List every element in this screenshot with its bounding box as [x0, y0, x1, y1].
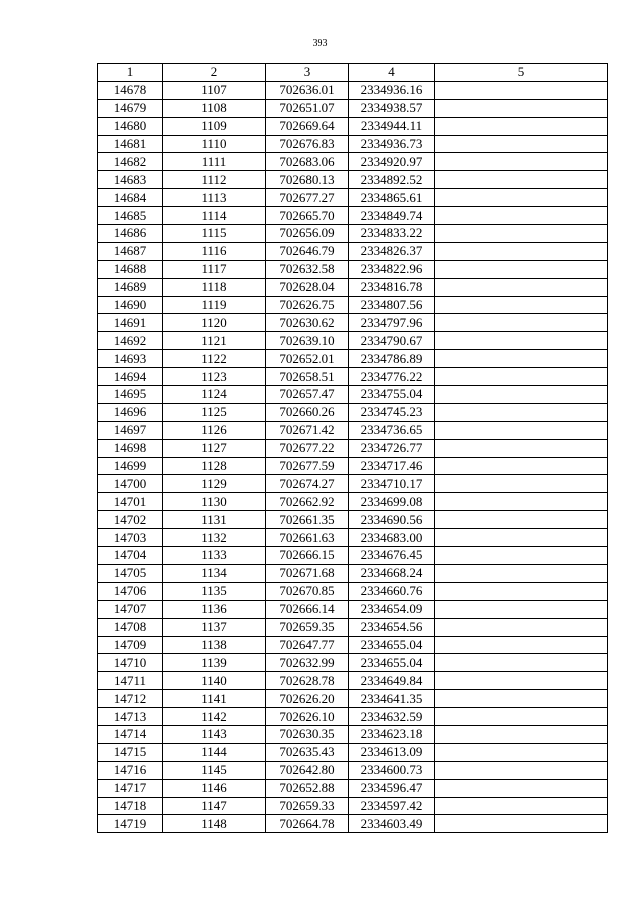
- table-cell-col-4: 2334676.45: [349, 547, 435, 565]
- table-cell-col-5: [435, 350, 608, 368]
- table-cell-col-4: 2334833.22: [349, 225, 435, 243]
- table-cell-col-4: 2334944.11: [349, 117, 435, 135]
- table-cell-col-3: 702652.88: [266, 779, 349, 797]
- table-cell-col-2: 1128: [163, 457, 266, 475]
- table-cell-col-4: 2334655.04: [349, 654, 435, 672]
- table-cell-col-4: 2334745.23: [349, 403, 435, 421]
- column-header-3: 3: [266, 64, 349, 82]
- table-row: [98, 636, 608, 654]
- table-cell-col-2: 1113: [163, 189, 266, 207]
- table-cell-col-5: [435, 278, 608, 296]
- table-cell-col-5: [435, 779, 608, 797]
- table-row: [98, 654, 608, 672]
- table-cell-col-5: [435, 582, 608, 600]
- table-row: [98, 368, 608, 386]
- table-cell-col-2: 1115: [163, 225, 266, 243]
- table-cell-col-1: 14691: [98, 314, 163, 332]
- table-cell-col-5: [435, 618, 608, 636]
- table-cell-col-4: 2334603.49: [349, 815, 435, 833]
- table-cell-col-3: 702666.15: [266, 547, 349, 565]
- table-cell-col-3: 702664.78: [266, 815, 349, 833]
- table-cell-col-2: 1145: [163, 761, 266, 779]
- table-cell-col-1: 14689: [98, 278, 163, 296]
- table-cell-col-1: 14713: [98, 708, 163, 726]
- table-cell-col-2: 1126: [163, 421, 266, 439]
- table-cell-col-1: 14706: [98, 582, 163, 600]
- table-cell-col-5: [435, 475, 608, 493]
- table-cell-col-4: 2334632.59: [349, 708, 435, 726]
- table-cell-col-1: 14698: [98, 439, 163, 457]
- table-row: [98, 797, 608, 815]
- table-cell-col-5: [435, 403, 608, 421]
- table-cell-col-2: 1143: [163, 725, 266, 743]
- page-number: 393: [312, 38, 328, 49]
- table-cell-col-2: 1147: [163, 797, 266, 815]
- table-cell-col-1: 14693: [98, 350, 163, 368]
- table-cell-col-3: 702651.07: [266, 99, 349, 117]
- table-cell-col-2: 1109: [163, 117, 266, 135]
- table-cell-col-3: 702665.70: [266, 207, 349, 225]
- table-cell-col-3: 702674.27: [266, 475, 349, 493]
- table-cell-col-3: 702658.51: [266, 368, 349, 386]
- table-cell-col-2: 1146: [163, 779, 266, 797]
- table-cell-col-1: 14696: [98, 403, 163, 421]
- table-cell-col-3: 702626.10: [266, 708, 349, 726]
- table-cell-col-2: 1129: [163, 475, 266, 493]
- table-cell-col-2: 1108: [163, 99, 266, 117]
- table-cell-col-4: 2334613.09: [349, 743, 435, 761]
- table-cell-col-1: 14690: [98, 296, 163, 314]
- table-cell-col-1: 14714: [98, 725, 163, 743]
- table-cell-col-3: 702657.47: [266, 386, 349, 404]
- table-row: [98, 332, 608, 350]
- table-cell-col-4: 2334938.57: [349, 99, 435, 117]
- table-cell-col-4: 2334597.42: [349, 797, 435, 815]
- table-cell-col-5: [435, 725, 608, 743]
- table-cell-col-4: 2334649.84: [349, 672, 435, 690]
- table-row: [98, 135, 608, 153]
- table-cell-col-2: 1120: [163, 314, 266, 332]
- table-cell-col-5: [435, 368, 608, 386]
- table-row: [98, 314, 608, 332]
- table-cell-col-3: 702669.64: [266, 117, 349, 135]
- table-cell-col-1: 14687: [98, 242, 163, 260]
- table-cell-col-1: 14680: [98, 117, 163, 135]
- table-cell-col-2: 1112: [163, 171, 266, 189]
- column-header-2: 2: [163, 64, 266, 82]
- table-cell-col-2: 1110: [163, 135, 266, 153]
- table-cell-col-2: 1123: [163, 368, 266, 386]
- table-cell-col-3: 702639.10: [266, 332, 349, 350]
- table-cell-col-4: 2334790.67: [349, 332, 435, 350]
- table-cell-col-4: 2334755.04: [349, 386, 435, 404]
- table-cell-col-1: 14682: [98, 153, 163, 171]
- table-cell-col-4: 2334936.16: [349, 81, 435, 99]
- table-cell-col-1: 14695: [98, 386, 163, 404]
- table-cell-col-5: [435, 296, 608, 314]
- table-cell-col-3: 702677.22: [266, 439, 349, 457]
- table-cell-col-1: 14703: [98, 529, 163, 547]
- table-cell-col-4: 2334596.47: [349, 779, 435, 797]
- table-cell-col-1: 14683: [98, 171, 163, 189]
- table-cell-col-4: 2334920.97: [349, 153, 435, 171]
- table-cell-col-1: 14709: [98, 636, 163, 654]
- table-row: [98, 690, 608, 708]
- table-cell-col-1: 14717: [98, 779, 163, 797]
- table-cell-col-4: 2334710.17: [349, 475, 435, 493]
- table-row: [98, 242, 608, 260]
- table-row: [98, 386, 608, 404]
- table-row: [98, 564, 608, 582]
- table-row: [98, 547, 608, 565]
- table-row: [98, 171, 608, 189]
- table-cell-col-3: 702628.78: [266, 672, 349, 690]
- table-cell-col-2: 1135: [163, 582, 266, 600]
- table-cell-col-5: [435, 761, 608, 779]
- table-row: [98, 421, 608, 439]
- table-cell-col-2: 1118: [163, 278, 266, 296]
- table-cell-col-3: 702660.26: [266, 403, 349, 421]
- table-cell-col-2: 1116: [163, 242, 266, 260]
- table-cell-col-3: 702656.09: [266, 225, 349, 243]
- table-row: [98, 153, 608, 171]
- table-cell-col-5: [435, 225, 608, 243]
- table-row: [98, 618, 608, 636]
- table-cell-col-3: 702676.83: [266, 135, 349, 153]
- table-cell-col-1: 14711: [98, 672, 163, 690]
- table-cell-col-5: [435, 529, 608, 547]
- table-row: [98, 457, 608, 475]
- table-row: [98, 511, 608, 529]
- table-cell-col-1: 14710: [98, 654, 163, 672]
- table-cell-col-3: 702666.14: [266, 600, 349, 618]
- table-cell-col-5: [435, 708, 608, 726]
- table-cell-col-2: 1117: [163, 260, 266, 278]
- table-row: [98, 600, 608, 618]
- table-cell-col-2: 1127: [163, 439, 266, 457]
- table-cell-col-1: 14701: [98, 493, 163, 511]
- table-cell-col-5: [435, 99, 608, 117]
- table-cell-col-1: 14700: [98, 475, 163, 493]
- table-cell-col-3: 702635.43: [266, 743, 349, 761]
- table-cell-col-5: [435, 815, 608, 833]
- table-cell-col-5: [435, 260, 608, 278]
- table-cell-col-5: [435, 153, 608, 171]
- table-cell-col-2: 1141: [163, 690, 266, 708]
- table-row: [98, 743, 608, 761]
- table-row: [98, 708, 608, 726]
- table-cell-col-4: 2334600.73: [349, 761, 435, 779]
- table-cell-col-1: 14716: [98, 761, 163, 779]
- table-cell-col-2: 1111: [163, 153, 266, 171]
- table-cell-col-1: 14686: [98, 225, 163, 243]
- table-row: [98, 582, 608, 600]
- table-row: [98, 260, 608, 278]
- table-cell-col-3: 702628.04: [266, 278, 349, 296]
- table-row: [98, 815, 608, 833]
- table-cell-col-5: [435, 421, 608, 439]
- table-cell-col-4: 2334699.08: [349, 493, 435, 511]
- table-cell-col-1: 14681: [98, 135, 163, 153]
- table-cell-col-4: 2334826.37: [349, 242, 435, 260]
- table-cell-col-3: 702659.33: [266, 797, 349, 815]
- table-cell-col-1: 14702: [98, 511, 163, 529]
- table-row: [98, 350, 608, 368]
- table-cell-col-3: 702632.58: [266, 260, 349, 278]
- table-cell-col-5: [435, 207, 608, 225]
- table-cell-col-1: 14697: [98, 421, 163, 439]
- table-cell-col-5: [435, 117, 608, 135]
- table-row: [98, 529, 608, 547]
- table-cell-col-3: 702671.68: [266, 564, 349, 582]
- table-cell-col-2: 1144: [163, 743, 266, 761]
- table-cell-col-1: 14679: [98, 99, 163, 117]
- table-header-row: [98, 64, 608, 82]
- table-cell-col-5: [435, 743, 608, 761]
- table-cell-col-5: [435, 135, 608, 153]
- table-cell-col-2: 1140: [163, 672, 266, 690]
- table-cell-col-4: 2334786.89: [349, 350, 435, 368]
- table-cell-col-4: 2334717.46: [349, 457, 435, 475]
- table-row: [98, 779, 608, 797]
- table-cell-col-1: 14678: [98, 81, 163, 99]
- table-cell-col-1: 14712: [98, 690, 163, 708]
- table-cell-col-5: [435, 547, 608, 565]
- table-cell-col-3: 702632.99: [266, 654, 349, 672]
- table-row: [98, 296, 608, 314]
- column-header-1: 1: [98, 64, 163, 82]
- table-cell-col-3: 702626.75: [266, 296, 349, 314]
- table-row: [98, 189, 608, 207]
- table-cell-col-4: 2334668.24: [349, 564, 435, 582]
- table-row: [98, 207, 608, 225]
- table-cell-col-5: [435, 600, 608, 618]
- table-cell-col-2: 1137: [163, 618, 266, 636]
- table-cell-col-3: 702662.92: [266, 493, 349, 511]
- table-cell-col-1: 14688: [98, 260, 163, 278]
- table-cell-col-3: 702630.62: [266, 314, 349, 332]
- table-cell-col-3: 702677.27: [266, 189, 349, 207]
- table-cell-col-2: 1131: [163, 511, 266, 529]
- table-cell-col-3: 702661.35: [266, 511, 349, 529]
- table-cell-col-4: 2334892.52: [349, 171, 435, 189]
- table-cell-col-5: [435, 189, 608, 207]
- table-row: [98, 278, 608, 296]
- table-cell-col-3: 702671.42: [266, 421, 349, 439]
- table-cell-col-4: 2334822.96: [349, 260, 435, 278]
- table-cell-col-2: 1139: [163, 654, 266, 672]
- table-cell-col-4: 2334797.96: [349, 314, 435, 332]
- table-cell-col-4: 2334736.65: [349, 421, 435, 439]
- table-row: [98, 225, 608, 243]
- table-cell-col-2: 1136: [163, 600, 266, 618]
- table-cell-col-4: 2334654.56: [349, 618, 435, 636]
- table-cell-col-5: [435, 511, 608, 529]
- table-cell-col-5: [435, 242, 608, 260]
- table-cell-col-2: 1122: [163, 350, 266, 368]
- table-cell-col-4: 2334683.00: [349, 529, 435, 547]
- table-row: [98, 439, 608, 457]
- table-cell-col-1: 14692: [98, 332, 163, 350]
- table-cell-col-4: 2334776.22: [349, 368, 435, 386]
- table-cell-col-3: 702646.79: [266, 242, 349, 260]
- table-cell-col-2: 1142: [163, 708, 266, 726]
- table-cell-col-1: 14708: [98, 618, 163, 636]
- table-cell-col-4: 2334655.04: [349, 636, 435, 654]
- table-cell-col-1: 14684: [98, 189, 163, 207]
- table-cell-col-1: 14699: [98, 457, 163, 475]
- table-cell-col-3: 702626.20: [266, 690, 349, 708]
- table-cell-col-5: [435, 332, 608, 350]
- table-row: [98, 99, 608, 117]
- table-cell-col-4: 2334690.56: [349, 511, 435, 529]
- coordinates-table: [97, 63, 608, 833]
- table-row: [98, 761, 608, 779]
- table-cell-col-5: [435, 81, 608, 99]
- table-cell-col-1: 14685: [98, 207, 163, 225]
- table-cell-col-2: 1125: [163, 403, 266, 421]
- table-cell-col-5: [435, 797, 608, 815]
- table-cell-col-3: 702636.01: [266, 81, 349, 99]
- table-cell-col-5: [435, 654, 608, 672]
- table-cell-col-2: 1133: [163, 547, 266, 565]
- table-cell-col-2: 1124: [163, 386, 266, 404]
- table-cell-col-2: 1119: [163, 296, 266, 314]
- table-cell-col-5: [435, 386, 608, 404]
- table-cell-col-3: 702642.80: [266, 761, 349, 779]
- table-row: [98, 672, 608, 690]
- table-cell-col-3: 702659.35: [266, 618, 349, 636]
- table-cell-col-3: 702652.01: [266, 350, 349, 368]
- table-cell-col-4: 2334654.09: [349, 600, 435, 618]
- table-cell-col-5: [435, 457, 608, 475]
- table-cell-col-2: 1148: [163, 815, 266, 833]
- table-cell-col-5: [435, 314, 608, 332]
- table-cell-col-2: 1121: [163, 332, 266, 350]
- table-cell-col-4: 2334807.56: [349, 296, 435, 314]
- table-cell-col-5: [435, 171, 608, 189]
- table-cell-col-3: 702661.63: [266, 529, 349, 547]
- table-row: [98, 475, 608, 493]
- column-header-4: 4: [349, 64, 435, 82]
- table-cell-col-5: [435, 690, 608, 708]
- table-cell-col-3: 702680.13: [266, 171, 349, 189]
- table-cell-col-1: 14707: [98, 600, 163, 618]
- table-row: [98, 725, 608, 743]
- table-cell-col-2: 1114: [163, 207, 266, 225]
- table-cell-col-4: 2334641.35: [349, 690, 435, 708]
- table-cell-col-4: 2334623.18: [349, 725, 435, 743]
- table-row: [98, 81, 608, 99]
- table-cell-col-1: 14718: [98, 797, 163, 815]
- table-cell-col-4: 2334726.77: [349, 439, 435, 457]
- table-cell-col-5: [435, 564, 608, 582]
- table-cell-col-5: [435, 493, 608, 511]
- table-cell-col-1: 14715: [98, 743, 163, 761]
- table-cell-col-1: 14705: [98, 564, 163, 582]
- table-cell-col-2: 1130: [163, 493, 266, 511]
- table-cell-col-5: [435, 439, 608, 457]
- table-cell-col-3: 702683.06: [266, 153, 349, 171]
- table-cell-col-3: 702677.59: [266, 457, 349, 475]
- table-cell-col-3: 702670.85: [266, 582, 349, 600]
- table-cell-col-1: 14694: [98, 368, 163, 386]
- table-row: [98, 117, 608, 135]
- table-cell-col-2: 1138: [163, 636, 266, 654]
- table-cell-col-3: 702630.35: [266, 725, 349, 743]
- table-cell-col-1: 14719: [98, 815, 163, 833]
- table-row: [98, 493, 608, 511]
- column-header-5: 5: [435, 64, 608, 82]
- table-cell-col-4: 2334849.74: [349, 207, 435, 225]
- table-body: [98, 81, 608, 832]
- table-cell-col-5: [435, 636, 608, 654]
- table-cell-col-1: 14704: [98, 547, 163, 565]
- table-cell-col-5: [435, 672, 608, 690]
- table-cell-col-2: 1107: [163, 81, 266, 99]
- table-cell-col-4: 2334816.78: [349, 278, 435, 296]
- table-cell-col-2: 1134: [163, 564, 266, 582]
- table-cell-col-4: 2334660.76: [349, 582, 435, 600]
- table-cell-col-2: 1132: [163, 529, 266, 547]
- table-row: [98, 403, 608, 421]
- table-cell-col-4: 2334936.73: [349, 135, 435, 153]
- table-cell-col-4: 2334865.61: [349, 189, 435, 207]
- table-cell-col-3: 702647.77: [266, 636, 349, 654]
